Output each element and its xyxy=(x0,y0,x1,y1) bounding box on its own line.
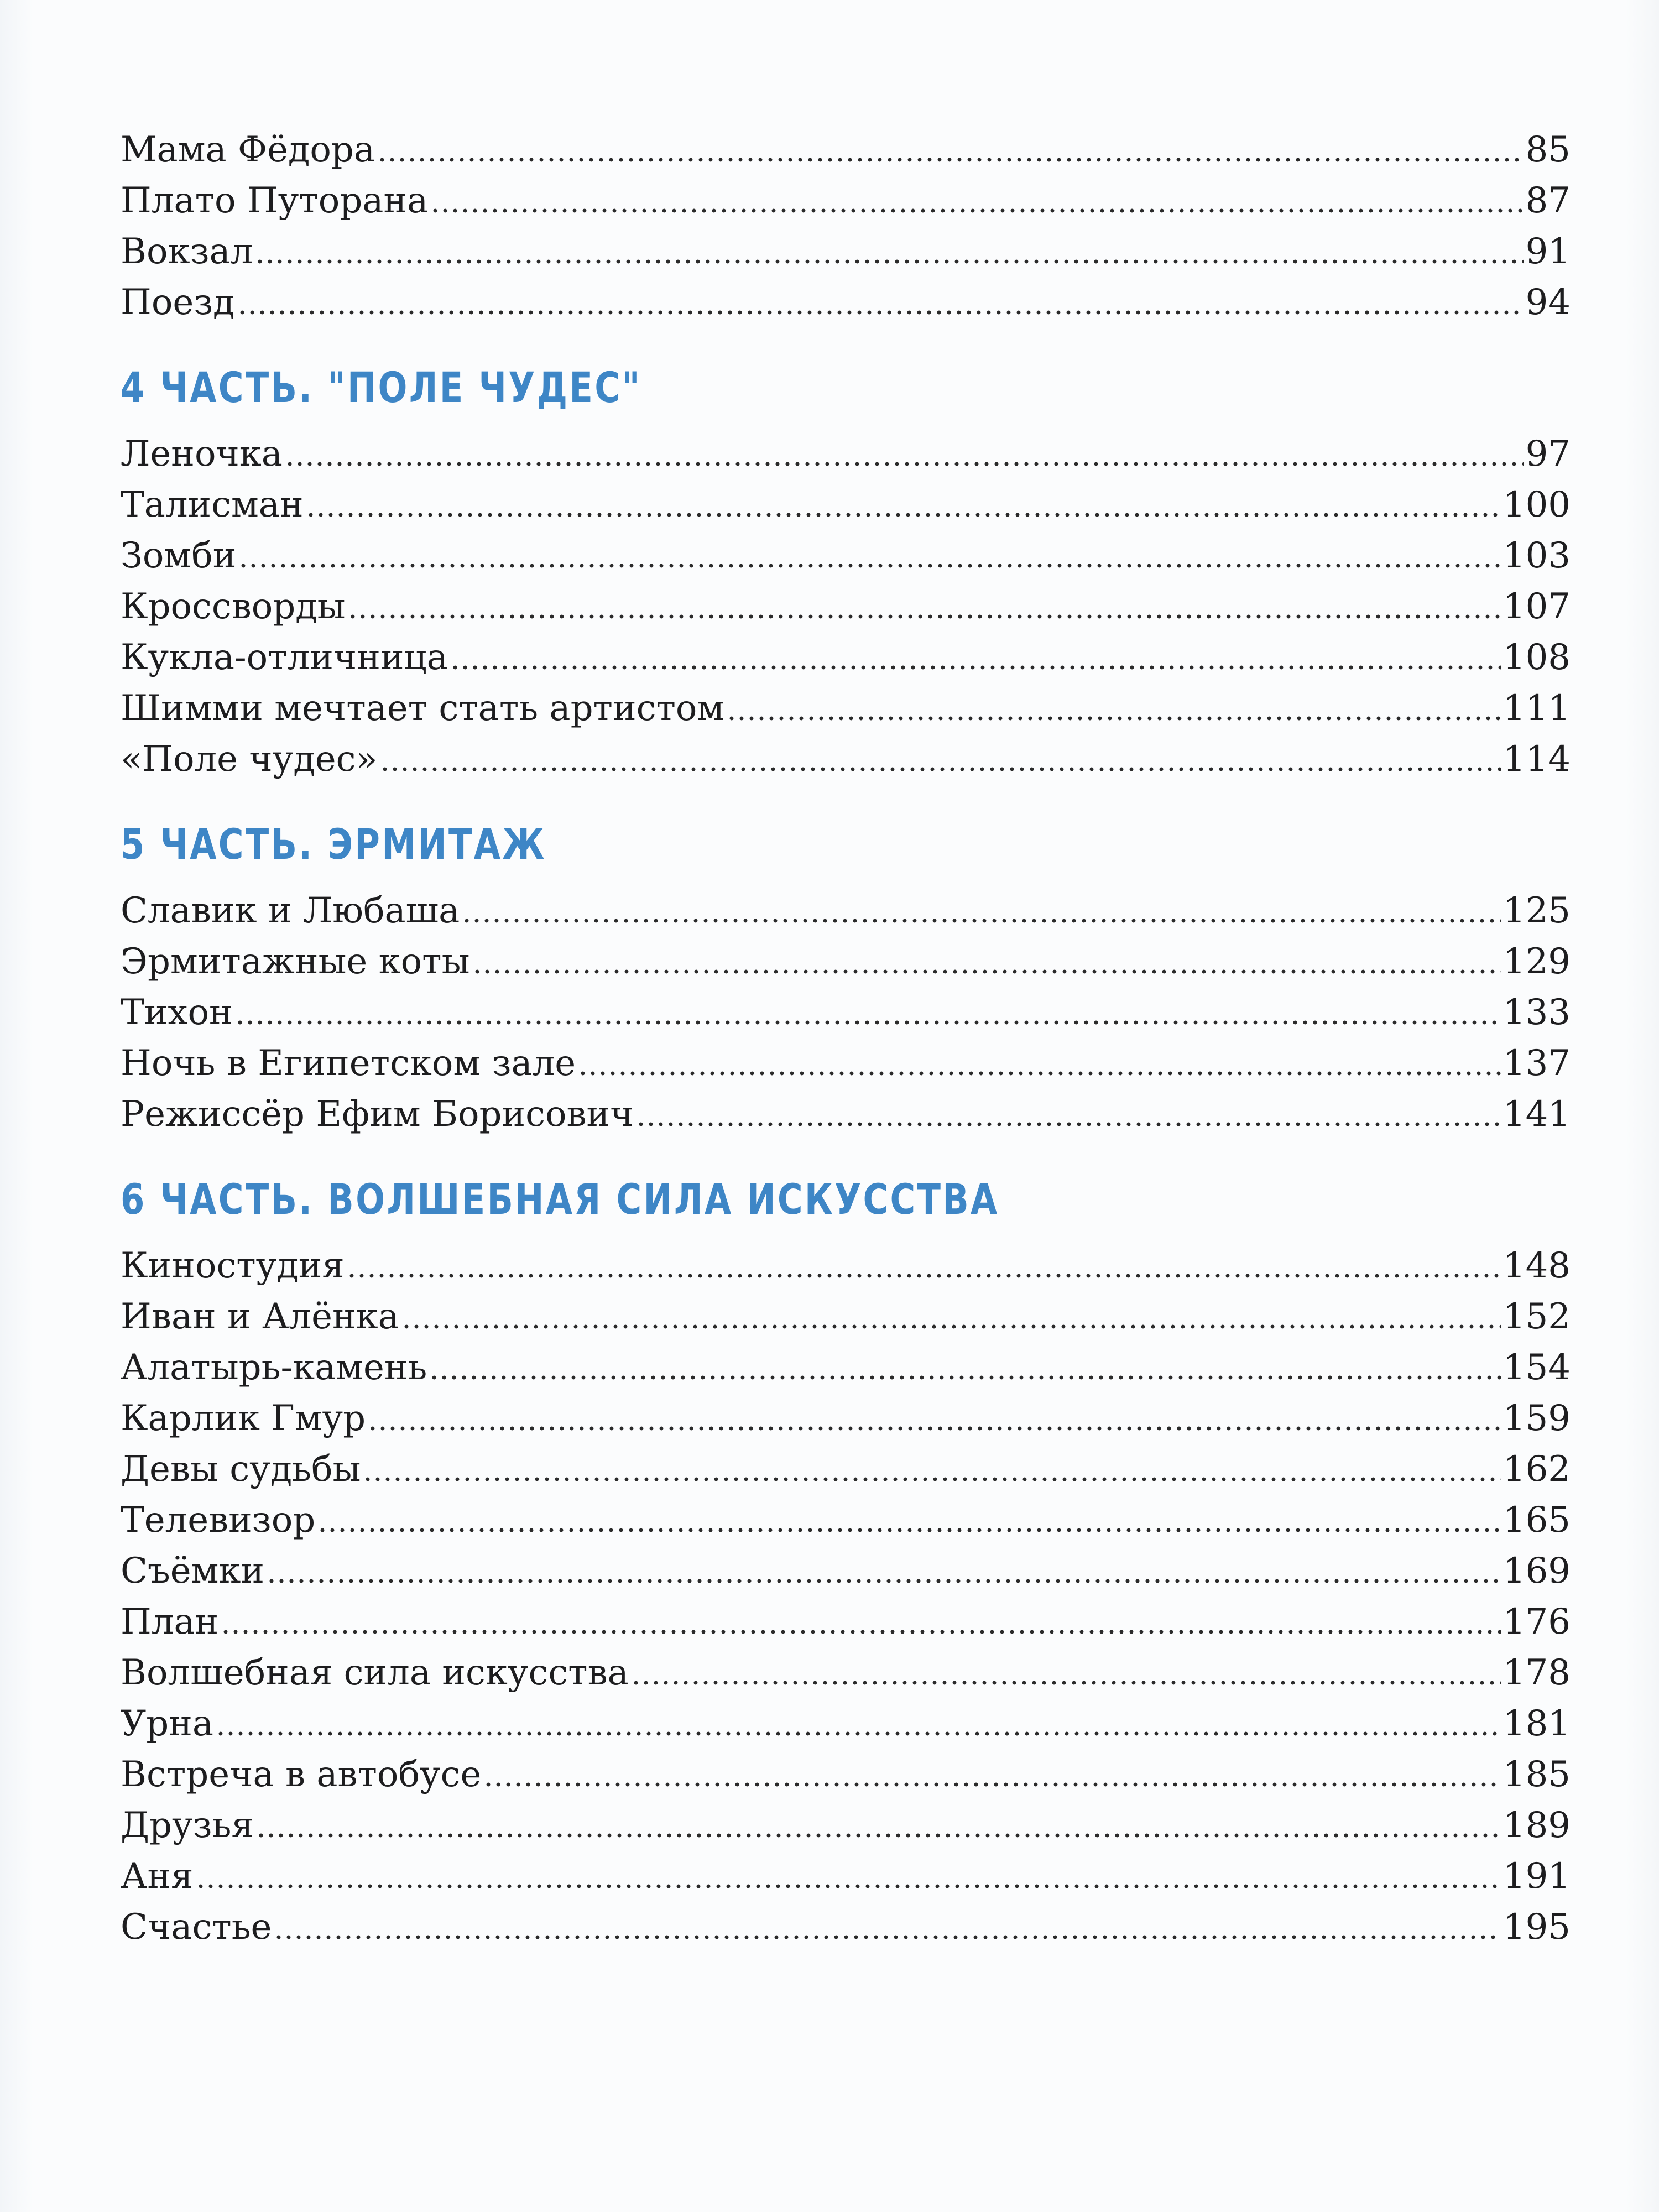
toc-entry-title: Киностудия xyxy=(121,1245,345,1286)
toc-entry xyxy=(121,1495,1571,1546)
toc-entry-title: Съёмки xyxy=(121,1551,264,1592)
dot-leader xyxy=(267,1562,1501,1584)
toc-entry-page-number: 85 xyxy=(1525,129,1571,170)
toc-entry xyxy=(121,124,1571,175)
toc-entry-title: Тихон xyxy=(121,992,233,1033)
dot-leader xyxy=(636,1105,1501,1128)
toc-entry-title: Вокзал xyxy=(121,231,253,272)
toc-entry-title: Кроссворды xyxy=(121,586,346,627)
toc-entry-title: «Поле чудес» xyxy=(121,739,378,780)
toc-entry-page-number: 97 xyxy=(1525,434,1571,474)
dot-leader xyxy=(237,294,1524,316)
toc-entry xyxy=(121,1647,1571,1698)
toc-entry-title: Ночь в Египетском зале xyxy=(121,1043,576,1084)
toc-entry-page-number: 137 xyxy=(1503,1043,1571,1084)
toc-entry-title: Урна xyxy=(121,1703,214,1744)
dot-leader xyxy=(235,1004,1501,1026)
dot-leader xyxy=(256,1817,1501,1839)
toc-entry-page-number: 125 xyxy=(1503,890,1571,931)
toc-entry xyxy=(121,1749,1571,1800)
dot-leader xyxy=(578,1055,1501,1077)
toc-entry-page-number: 169 xyxy=(1503,1551,1571,1592)
toc-entry-title: Иван и Алёнка xyxy=(121,1296,399,1337)
dot-leader xyxy=(348,598,1501,620)
toc-entry-title: Встреча в автобусе xyxy=(121,1754,482,1795)
toc-entry xyxy=(121,1342,1571,1393)
toc-entry-title: Зомби xyxy=(121,535,237,576)
dot-leader xyxy=(430,192,1523,214)
dot-leader xyxy=(483,1766,1501,1788)
toc-entry-page-number: 129 xyxy=(1503,941,1571,982)
part6-heading: 6 ЧАСТЬ. ВОЛШЕБНАЯ СИЛА ИСКУССТВА xyxy=(121,1175,999,1224)
part6-entries xyxy=(121,1240,1571,1953)
toc-entry-title: Талисман xyxy=(121,484,304,525)
toc-entry xyxy=(121,1597,1571,1647)
toc-entry-title: Девы судьбы xyxy=(121,1449,361,1490)
toc-entry xyxy=(121,683,1571,734)
toc-entry xyxy=(121,1291,1571,1342)
dot-leader xyxy=(429,1359,1500,1381)
part3-entries xyxy=(121,124,1571,328)
dot-leader xyxy=(317,1511,1501,1533)
toc-entry-title: План xyxy=(121,1601,219,1642)
toc-entry-page-number: 91 xyxy=(1525,231,1571,272)
table-of-contents xyxy=(121,124,1571,1953)
toc-entry-title: Алатырь-камень xyxy=(121,1347,427,1388)
toc-entry-page-number: 178 xyxy=(1503,1652,1571,1693)
toc-entry xyxy=(121,226,1571,277)
dot-leader xyxy=(255,243,1523,265)
dot-leader xyxy=(631,1664,1501,1686)
toc-entry-page-number: 195 xyxy=(1503,1907,1571,1948)
toc-entry-page-number: 191 xyxy=(1503,1856,1571,1897)
toc-entry-title: Карлик Гмур xyxy=(121,1398,366,1439)
toc-entry-page-number: 100 xyxy=(1503,484,1571,525)
dot-leader xyxy=(196,1867,1501,1890)
toc-entry xyxy=(121,1038,1571,1089)
toc-entry-title: Мама Фёдора xyxy=(121,129,375,170)
dot-leader xyxy=(380,750,1501,773)
toc-entry-title: Телевизор xyxy=(121,1500,316,1541)
toc-entry xyxy=(121,1902,1571,1953)
toc-entry-title: Славик и Любаша xyxy=(121,890,460,931)
toc-entry-page-number: 114 xyxy=(1503,739,1571,780)
toc-entry xyxy=(121,530,1571,581)
toc-entry xyxy=(121,1393,1571,1444)
toc-entry xyxy=(121,1240,1571,1291)
toc-entry-title: Друзья xyxy=(121,1805,254,1846)
toc-entry-page-number: 148 xyxy=(1503,1245,1571,1286)
toc-entry-page-number: 181 xyxy=(1503,1703,1571,1744)
toc-entry-page-number: 176 xyxy=(1503,1601,1571,1642)
toc-entry xyxy=(121,1444,1571,1495)
part5-entries xyxy=(121,885,1571,1140)
toc-entry-page-number: 152 xyxy=(1503,1296,1571,1337)
dot-leader xyxy=(377,141,1524,163)
toc-entry-page-number: 189 xyxy=(1503,1805,1571,1846)
toc-entry-title: Плато Путорана xyxy=(121,180,429,221)
dot-leader xyxy=(285,445,1524,467)
toc-entry xyxy=(121,987,1571,1038)
dot-leader xyxy=(216,1715,1501,1737)
toc-entry xyxy=(121,734,1571,785)
toc-entry-page-number: 154 xyxy=(1503,1347,1571,1388)
toc-entry-page-number: 107 xyxy=(1503,586,1571,627)
dot-leader xyxy=(347,1257,1501,1279)
toc-entry xyxy=(121,1546,1571,1597)
dot-leader xyxy=(306,496,1501,518)
dot-leader xyxy=(727,700,1501,722)
dot-leader xyxy=(363,1460,1500,1483)
toc-entry xyxy=(121,429,1571,479)
toc-entry xyxy=(121,885,1571,936)
toc-entry xyxy=(121,1698,1571,1749)
dot-leader xyxy=(221,1613,1501,1635)
part5-heading: 5 ЧАСТЬ. ЭРМИТАЖ xyxy=(121,820,546,869)
dot-leader xyxy=(450,649,1501,671)
toc-entry xyxy=(121,936,1571,987)
toc-entry-page-number: 141 xyxy=(1503,1094,1571,1135)
toc-entry-page-number: 185 xyxy=(1503,1754,1571,1795)
toc-entry-page-number: 162 xyxy=(1503,1449,1571,1490)
toc-entry xyxy=(121,1089,1571,1140)
toc-entry xyxy=(121,175,1571,226)
dot-leader xyxy=(274,1918,1500,1940)
toc-entry-title: Аня xyxy=(121,1856,194,1897)
toc-entry xyxy=(121,479,1571,530)
toc-entry-title: Эрмитажные коты xyxy=(121,941,470,982)
toc-entry-page-number: 94 xyxy=(1525,282,1571,323)
toc-entry-page-number: 133 xyxy=(1503,992,1571,1033)
toc-entry-page-number: 111 xyxy=(1503,688,1571,729)
dot-leader xyxy=(401,1308,1501,1330)
toc-entry-page-number: 159 xyxy=(1503,1398,1571,1439)
toc-entry-title: Режиссёр Ефим Борисович xyxy=(121,1094,634,1135)
part4-entries xyxy=(121,429,1571,785)
dot-leader xyxy=(368,1410,1501,1432)
toc-entry-page-number: 103 xyxy=(1503,535,1571,576)
toc-entry-title: Поезд xyxy=(121,282,235,323)
dot-leader xyxy=(472,953,1501,975)
toc-entry xyxy=(121,277,1571,328)
toc-entry xyxy=(121,581,1571,632)
toc-entry-page-number: 108 xyxy=(1503,637,1571,678)
toc-entry xyxy=(121,1800,1571,1851)
toc-entry-page-number: 165 xyxy=(1503,1500,1571,1541)
toc-entry-title: Кукла-отличница xyxy=(121,637,448,678)
toc-entry-page-number: 87 xyxy=(1525,180,1571,221)
toc-entry-title: Шимми мечтает стать артистом xyxy=(121,688,725,729)
dot-leader xyxy=(238,547,1500,569)
part4-heading: 4 ЧАСТЬ. "ПОЛЕ ЧУДЕС" xyxy=(121,363,641,412)
toc-entry-title: Волшебная сила искусства xyxy=(121,1652,629,1693)
toc-entry xyxy=(121,632,1571,683)
dot-leader xyxy=(462,902,1501,924)
toc-entry-title: Леночка xyxy=(121,434,283,474)
toc-entry-title: Счастье xyxy=(121,1907,272,1948)
toc-entry xyxy=(121,1851,1571,1902)
